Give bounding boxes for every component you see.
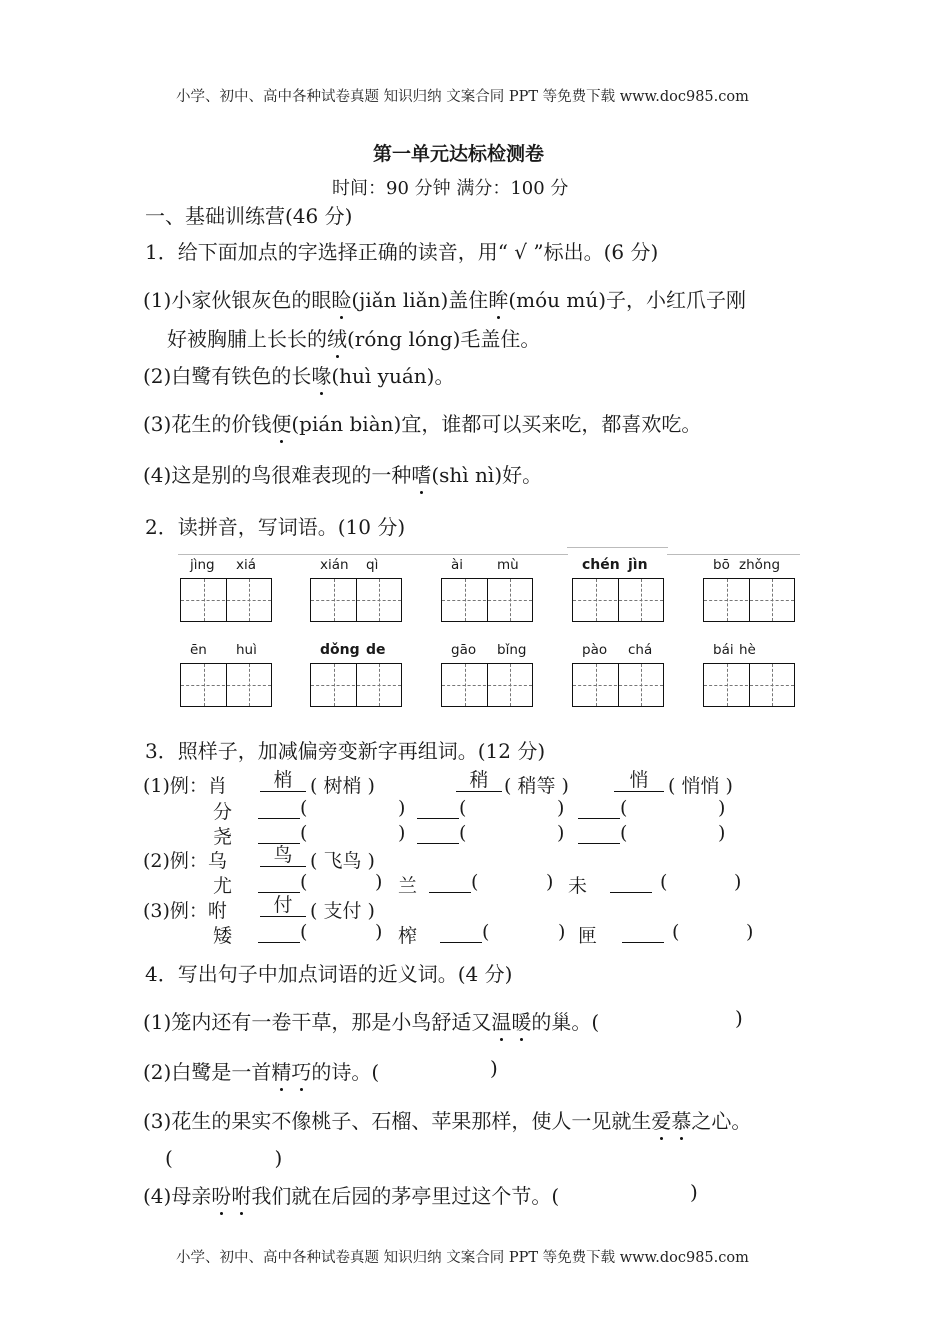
pinyin-syllable: ài	[451, 557, 464, 573]
q3-char-fen: 分	[213, 801, 233, 823]
dotted-char: 便	[271, 408, 291, 437]
paren-close: )	[746, 921, 754, 943]
dotted-char: 眸	[488, 284, 508, 313]
writing-grid[interactable]	[180, 578, 272, 622]
q1-item1-line2-b: (róng lóng)毛盖住。	[347, 327, 541, 351]
paren-open: (	[471, 871, 479, 893]
q3-ex1-answer-1: 梢	[260, 771, 306, 792]
section-heading: 一、基础训练营(46 分)	[145, 204, 353, 228]
q3-ex1-paren-2: ( 稍等 )	[504, 775, 569, 797]
grid-top-rule-3	[667, 554, 800, 555]
q4-item4-text-a: (4)母亲	[143, 1184, 212, 1208]
pinyin-syllable: chén	[582, 557, 620, 573]
dotted-char: 绒	[327, 323, 347, 352]
paren-close: )	[735, 1006, 743, 1030]
paren-open: (	[300, 921, 308, 943]
dotted-char: 爱	[651, 1105, 671, 1134]
answer-blank[interactable]	[258, 926, 300, 943]
pinyin-syllable: jìn	[628, 557, 648, 573]
q3-char-wei: 未	[568, 875, 588, 897]
grid-top-rule-2	[567, 547, 668, 548]
q1-item-1	[143, 284, 746, 313]
q1-item-4	[143, 459, 542, 488]
pinyin-syllable: jìng	[190, 557, 215, 573]
question-1-prompt: 1．给下面加点的字选择正确的读音，用“ √ ”标出。(6 分)	[145, 240, 659, 264]
dotted-char: 温	[491, 1006, 511, 1035]
paren-close: )	[398, 822, 406, 844]
grid-top-rule	[178, 554, 568, 555]
paren-open: (	[459, 822, 467, 844]
q4-item2-text-b: 的诗。(	[311, 1060, 380, 1084]
page-header: 小学、初中、高中各种试卷真题 知识归纳 文案合同 PPT 等免费下载 www.doc985.com	[176, 89, 749, 105]
paren-open: (	[300, 797, 308, 819]
answer-blank[interactable]	[258, 802, 300, 819]
dotted-char: 嗜	[411, 459, 431, 488]
q3-char-rao: 尧	[213, 826, 233, 848]
q3-char-lan: 兰	[398, 875, 418, 897]
q3-ex2-prefix: (2)例：乌	[143, 850, 227, 872]
paren-close: )	[546, 871, 554, 893]
paren-close: )	[718, 797, 726, 819]
paren-close: )	[558, 921, 566, 943]
q1-item2-text-b: (huì yuán)。	[331, 364, 455, 388]
q4-item1-text-a: (1)笼内还有一卷干草，那是小鸟舒适又	[143, 1010, 492, 1034]
paren-close: )	[690, 1180, 698, 1204]
q3-ex3-paren: ( 支付 )	[310, 900, 375, 922]
writing-grid[interactable]	[441, 578, 533, 622]
paren-close: )	[375, 871, 383, 893]
q1-item1-text-b: (jiǎn liǎn)盖住	[351, 288, 489, 312]
q3-char-ai: 矮	[213, 925, 233, 947]
q4-item4-text-b: 我们就在后园的茅亭里过这个节。(	[251, 1184, 560, 1208]
answer-blank[interactable]	[610, 876, 652, 893]
q4-item-4	[143, 1180, 559, 1209]
pinyin-syllable: pào	[582, 642, 608, 658]
writing-grid[interactable]	[310, 663, 402, 707]
dotted-char: 喙	[311, 360, 331, 389]
paren-open: (	[459, 797, 467, 819]
q3-ex2-paren: ( 飞鸟 )	[310, 850, 375, 872]
pinyin-syllable: xiá	[236, 557, 257, 573]
q1-item1-line2-a: 好被胸脯上长长的	[167, 327, 327, 351]
pinyin-syllable: xián	[320, 557, 349, 573]
answer-blank[interactable]	[258, 876, 300, 893]
q1-item-3	[143, 408, 701, 437]
q4-item-2	[143, 1056, 379, 1085]
paren-open: (	[660, 871, 668, 893]
paren-open: (	[620, 797, 628, 819]
exam-meta: 时间：90 分钟 满分：100 分	[332, 178, 569, 199]
q1-item1-text-a: (1)小家伙银灰色的眼	[143, 288, 332, 312]
pinyin-syllable: qì	[366, 557, 379, 573]
answer-blank[interactable]	[429, 876, 471, 893]
writing-grid[interactable]	[180, 663, 272, 707]
q1-item4-text-b: (shì nì)好。	[431, 463, 543, 487]
pinyin-syllable: ēn	[190, 642, 207, 658]
q4-item-3	[143, 1105, 751, 1134]
q3-char-you: 尤	[213, 875, 233, 897]
page-footer: 小学、初中、高中各种试卷真题 知识归纳 文案合同 PPT 等免费下载 www.doc985.com	[176, 1250, 749, 1266]
q1-item-1-cont	[167, 323, 540, 352]
q3-ex2-answer: 鸟	[260, 846, 306, 867]
pinyin-syllable: hè	[739, 642, 756, 658]
writing-grid[interactable]	[703, 578, 795, 622]
pinyin-syllable: gāo	[451, 642, 477, 658]
pinyin-syllable: mù	[497, 557, 519, 573]
writing-grid[interactable]	[441, 663, 533, 707]
dotted-char: 咐	[231, 1180, 251, 1209]
q1-item3-text-b: (pián biàn)宜，谁都可以买来吃，都喜欢吃。	[291, 412, 702, 436]
q3-ex1-answer-2: 稍	[456, 771, 502, 792]
paren-close: )	[490, 1056, 498, 1080]
q3-ex1-paren-1: ( 树梢 )	[310, 775, 375, 797]
q3-char-zha: 榨	[398, 925, 418, 947]
writing-grid[interactable]	[572, 663, 664, 707]
q3-example-3	[143, 896, 227, 923]
q4-item2-text-a: (2)白鹭是一首	[143, 1060, 272, 1084]
q4-item3-answer-paren: ( )	[165, 1146, 283, 1170]
paren-close: )	[718, 822, 726, 844]
dotted-char: 暖	[511, 1006, 531, 1035]
pinyin-syllable: bō	[713, 557, 730, 573]
pinyin-syllable: dǒng	[320, 642, 360, 658]
pinyin-syllable: chá	[628, 642, 653, 658]
dotted-char: 精	[271, 1056, 291, 1085]
q3-ex1-paren-3: ( 悄悄 )	[668, 775, 733, 797]
paren-open: (	[672, 921, 680, 943]
paren-open: (	[620, 822, 628, 844]
paren-open: (	[482, 921, 490, 943]
question-2-prompt: 2．读拼音，写词语。(10 分)	[145, 515, 406, 539]
paren-close: )	[557, 822, 565, 844]
pinyin-syllable: zhǒng	[739, 557, 781, 573]
writing-grid[interactable]	[572, 578, 664, 622]
answer-blank[interactable]	[622, 926, 664, 943]
paren-close: )	[398, 797, 406, 819]
pinyin-syllable: de	[366, 642, 386, 658]
dotted-char: 吩	[211, 1180, 231, 1209]
q4-item3-text-a: (3)花生的果实不像桃子、石榴、苹果那样，使人一见就生	[143, 1109, 652, 1133]
dotted-char: 巧	[291, 1056, 311, 1085]
paren-open: (	[300, 822, 308, 844]
question-3-prompt: 3．照样子，加减偏旁变新字再组词。(12 分)	[145, 739, 546, 763]
q1-item2-text-a: (2)白鹭有铁色的长	[143, 364, 312, 388]
paren-close: )	[375, 921, 383, 943]
answer-blank[interactable]	[578, 827, 620, 844]
dotted-char: 慕	[671, 1105, 691, 1134]
q3-example-2	[143, 846, 227, 873]
answer-blank[interactable]	[258, 827, 300, 844]
q4-item-1	[143, 1006, 599, 1035]
q3-ex3-answer: 付	[260, 896, 306, 917]
q3-ex3-prefix: (3)例：咐	[143, 900, 227, 922]
pinyin-syllable: huì	[236, 642, 257, 658]
answer-blank[interactable]	[417, 827, 459, 844]
q1-item-2	[143, 360, 454, 389]
page-title: 第一单元达标检测卷	[373, 143, 545, 165]
q3-ex1-prefix: (1)例：肖	[143, 775, 227, 797]
q1-item3-text-a: (3)花生的价钱	[143, 412, 272, 436]
q1-item4-text-a: (4)这是别的鸟很难表现的一种	[143, 463, 412, 487]
q1-item1-text-c: (móu mú)子，小红爪子刚	[508, 288, 747, 312]
answer-blank[interactable]	[440, 926, 482, 943]
paren-open: (	[300, 871, 308, 893]
answer-blank[interactable]	[578, 802, 620, 819]
paren-close: )	[734, 871, 742, 893]
answer-blank[interactable]	[417, 802, 459, 819]
q3-example-1	[143, 771, 227, 798]
q4-item3-text-b: 之心。	[691, 1109, 752, 1133]
dotted-char: 睑	[331, 284, 351, 313]
writing-grid[interactable]	[703, 663, 795, 707]
paren-close: )	[557, 797, 565, 819]
q3-ex1-answer-3: 悄	[614, 771, 664, 792]
question-4-prompt: 4．写出句子中加点词语的近义词。(4 分)	[145, 962, 513, 986]
pinyin-syllable: bái	[713, 642, 734, 658]
q3-char-xia: 匣	[578, 925, 598, 947]
q4-item1-text-b: 的巢。(	[531, 1010, 600, 1034]
writing-grid[interactable]	[310, 578, 402, 622]
pinyin-syllable: bǐng	[497, 642, 527, 658]
